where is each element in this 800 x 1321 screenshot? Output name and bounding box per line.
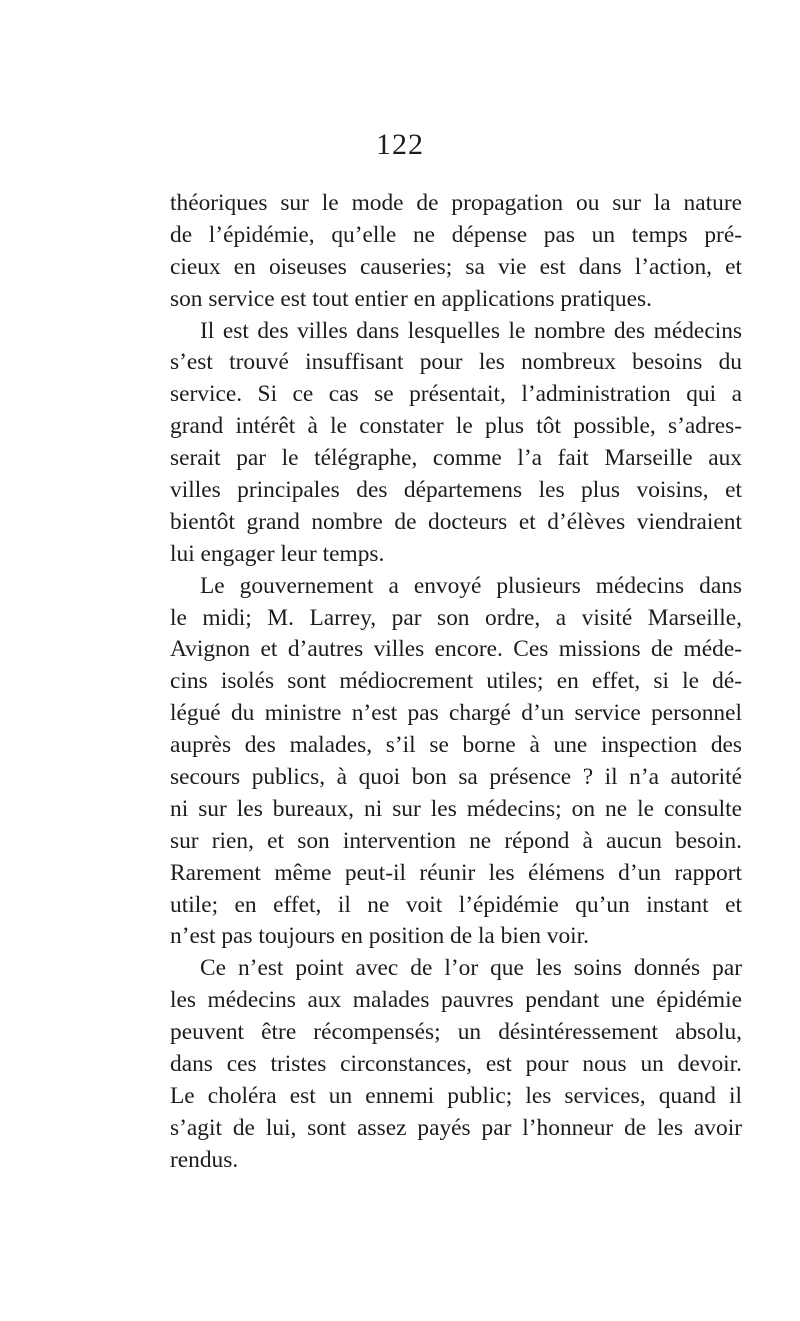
text-line: s’agit de lui, sont assez payés par l’honneur de les avoir: [170, 1114, 742, 1141]
text-line: bientôt grand nombre de docteurs et d’élèves viendraient: [170, 508, 742, 535]
text-line: sur rien, et son intervention ne répond à aucun besoin.: [170, 827, 742, 854]
text-line: secours publics, à quoi bon sa présence ? il n’a autorité: [170, 764, 742, 791]
text-line: dans ces tristes circonstances, est pour nous un devoir.: [170, 1051, 742, 1078]
text-line: villes principales des départemens les plus voisins, et: [170, 477, 742, 504]
text-line: Avignon et d’autres villes encore. Ces missions de méde-: [170, 636, 742, 663]
text-line: serait par le télégraphe, comme l’a fait Marseille aux: [170, 445, 742, 472]
text-line: peuvent être récompensés; un désintéressement absolu,: [170, 1019, 742, 1046]
text-line: le midi; M. Larrey, par son ordre, a visité Marseille,: [170, 604, 742, 631]
text-line: utile; en effet, il ne voit l’épidémie qu’un instant et: [170, 891, 742, 918]
paragraph-duty: [170, 953, 742, 1176]
text-line: auprès des malades, s’il se borne à une inspection des: [170, 732, 742, 759]
paragraph-government-missions: [170, 571, 742, 954]
text-line: Le choléra est un ennemi public; les services, quand il: [170, 1082, 742, 1109]
text-line: légué du ministre n’est pas chargé d’un service personnel: [170, 700, 742, 727]
body-text: [170, 188, 742, 1177]
text-line: Rarement même peut-il réunir les élémens d’un rapport: [170, 859, 742, 886]
text-line: son service est tout entier en applications pratiques.: [170, 285, 652, 312]
text-line: cieux en oiseuses causeries; sa vie est dans l’action, et: [170, 253, 742, 280]
text-line: s’est trouvé insuffisant pour les nombreux besoins du: [170, 349, 742, 376]
text-line: de l’épidémie, qu’elle ne dépense pas un temps pré-: [170, 221, 742, 248]
text-line: rendus.: [170, 1146, 239, 1173]
text-line: grand intérêt à le constater le plus tôt possible, s’adres-: [170, 413, 742, 440]
text-line: ni sur les bureaux, ni sur les médecins; on ne le consulte: [170, 795, 742, 822]
page-number: 122: [376, 128, 424, 161]
paragraph-insufficient-doctors: [170, 316, 742, 571]
text-line: les médecins aux malades pauvres pendant une épidémie: [170, 987, 742, 1014]
paragraph-continuation: [170, 188, 742, 316]
text-line: Ce n’est point avec de l’or que les soins donnés par: [200, 955, 742, 982]
text-line: Le gouvernement a envoyé plusieurs médecins dans: [200, 572, 742, 599]
text-line: n’est pas toujours en position de la bien voir.: [170, 923, 590, 950]
text-line: Il est des villes dans lesquelles le nombre des médecins: [200, 317, 742, 344]
text-line: théoriques sur le mode de propagation ou sur la nature: [170, 190, 742, 216]
text-line: service. Si ce cas se présentait, l’administration qui a: [170, 381, 742, 408]
text-line: cins isolés sont médiocrement utiles; en effet, si le dé-: [170, 668, 742, 695]
text-line: lui engager leur temps.: [170, 540, 385, 567]
